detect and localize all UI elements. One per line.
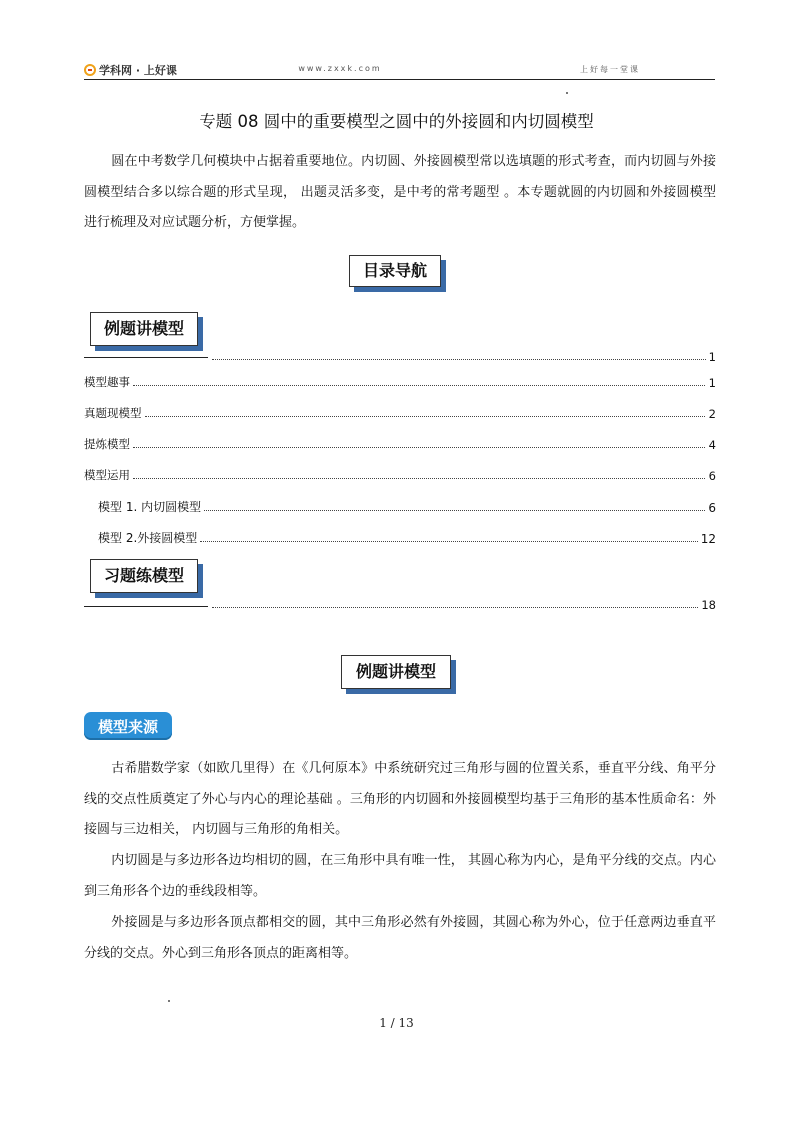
model-source-label (84, 712, 172, 740)
intro-paragraph: 圆在中考数学几何模块中占据着重要地位。内切圆、外接圆模型常以选填题的形式考查，而内切圆与外接圆模型结合多以综合题的形式呈现， 出题灵活多变，是中考的常考题型 。本专题就圆的内切圆和外接圆模型进行梳理及对应试题分析，方便掌握。 (84, 154, 716, 230)
toc-section-example-label: 例题讲模型 (103, 319, 184, 338)
toc-dots (212, 359, 706, 360)
toc-item-label: 模型趣事 (84, 375, 130, 389)
header-divider (84, 79, 715, 80)
toc-subitem[interactable] (98, 497, 716, 515)
toc-item[interactable] (84, 465, 716, 483)
toc-dots (133, 385, 705, 386)
stray-mark (168, 1000, 170, 1002)
toc-section-rule (84, 606, 208, 607)
section-heading-text: 例题讲模型 (355, 662, 436, 681)
toc-heading-text: 目录导航 (362, 261, 427, 280)
stray-mark (566, 92, 568, 94)
model-source-label-text: 模型来源 (97, 717, 158, 736)
toc-item-label: 真题现模型 (84, 406, 142, 420)
toc-page-number: 4 (708, 438, 716, 452)
toc-section-exercise-leader[interactable] (212, 594, 716, 612)
toc-item-label: 模型运用 (84, 468, 130, 482)
section-heading (341, 655, 451, 689)
body-paragraph: 内切圆是与多边形各边均相切的圆，在三角形中具有唯一性， 其圆心称为内心，是角平分线的交点。内心到三角形各个边的垂线段相等。 (84, 853, 716, 899)
page-title: 专题 08 圆中的重要模型之圆中的外接圆和内切圆模型 (199, 112, 594, 131)
toc-section-example[interactable] (90, 312, 198, 346)
toc-page-number: 1 (708, 350, 716, 364)
body-paragraph: 外接圆是与多边形各顶点都相交的圆，其中三角形必然有外接圆，其圆心称为外心，位于任意两边垂直平分线的交点。外心到三角形各顶点的距离相等。 (84, 915, 716, 961)
toc-subitem[interactable] (98, 528, 716, 546)
toc-dots (133, 478, 705, 479)
toc-section-example-leader[interactable] (212, 346, 716, 364)
toc-section-rule (84, 357, 208, 358)
header-slogan: 上好每一堂课 (580, 65, 640, 74)
toc-page-number: 6 (708, 469, 716, 483)
toc-dots (133, 447, 705, 448)
toc-page-number: 12 (700, 532, 716, 546)
toc-item-label: 提炼模型 (84, 437, 130, 451)
toc-item[interactable] (84, 434, 716, 452)
toc-dots (200, 541, 697, 542)
toc-page-number: 1 (708, 376, 716, 390)
toc-item[interactable] (84, 403, 716, 421)
toc-page-number: 6 (708, 501, 716, 515)
toc-subitem-label: 模型 2.外接圆模型 (98, 531, 198, 545)
toc-section-exercise-label: 习题练模型 (103, 566, 184, 585)
toc-dots (204, 510, 705, 511)
toc-page-number: 18 (701, 598, 716, 612)
toc-subitem-label: 模型 1. 内切圆模型 (98, 500, 202, 514)
toc-dots (145, 416, 706, 417)
header-url: www.zxxk.com (298, 64, 382, 73)
toc-heading (349, 255, 441, 287)
toc-dots (212, 607, 698, 608)
body-paragraph: 古希腊数学家（如欧几里得）在《几何原本》中系统研究过三角形与圆的位置关系，垂直平分线、角平分线的交点性质奠定了外心与内心的理论基础 。三角形的内切圆和外接圆模型均基于三角形的基本性质命名：外接圆与三边相关， 内切圆与三角形的角相关。 (84, 761, 716, 837)
toc-page-number: 2 (708, 407, 716, 421)
page-number: 1 / 13 (379, 1016, 414, 1030)
toc-item[interactable] (84, 372, 716, 390)
toc-section-exercise[interactable] (90, 559, 198, 593)
logo-text: 学科网 · 上好课 (99, 64, 177, 77)
